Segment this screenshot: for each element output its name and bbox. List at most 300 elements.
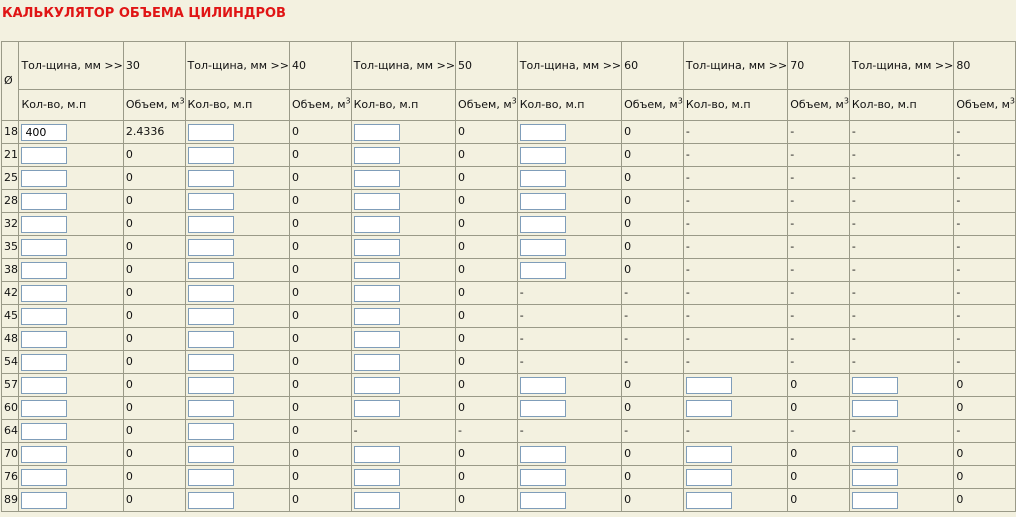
qty-cell — [351, 489, 455, 512]
qty-input[interactable] — [354, 469, 400, 486]
volume-cell: 0 — [123, 167, 185, 190]
diameter-cell: 28 — [2, 190, 19, 213]
qty-column-header: Кол-во, м.п — [185, 90, 289, 121]
qty-input[interactable] — [520, 469, 566, 486]
volume-cell: 0 — [123, 259, 185, 282]
qty-cell: - — [849, 259, 953, 282]
table-row — [2, 420, 1016, 443]
qty-input[interactable] — [188, 400, 234, 417]
qty-cell — [849, 397, 953, 420]
qty-cell: - — [683, 420, 787, 443]
volume-cell: 0 — [622, 167, 684, 190]
qty-input[interactable] — [188, 170, 234, 187]
qty-cell — [19, 328, 123, 351]
qty-input[interactable] — [21, 354, 67, 371]
volume-cell: - — [954, 213, 1016, 236]
qty-cell — [185, 443, 289, 466]
volume-cell: 0 — [289, 213, 351, 236]
diameter-cell: 38 — [2, 259, 19, 282]
volume-column-header: Объем, $м^3$ — [123, 90, 185, 121]
volume-cell: 0 — [289, 305, 351, 328]
qty-cell: - — [517, 351, 621, 374]
qty-input[interactable] — [520, 377, 566, 394]
table-row — [2, 489, 1016, 512]
qty-cell — [19, 374, 123, 397]
qty-cell: - — [849, 351, 953, 374]
qty-input[interactable] — [21, 262, 67, 279]
qty-cell: - — [849, 236, 953, 259]
qty-cell — [19, 121, 123, 144]
volume-cell: 0 — [622, 466, 684, 489]
qty-cell — [185, 282, 289, 305]
qty-input[interactable] — [21, 446, 67, 463]
qty-input[interactable] — [188, 193, 234, 210]
qty-input[interactable] — [188, 354, 234, 371]
volume-cell: 2.4336 — [123, 121, 185, 144]
qty-cell: - — [849, 190, 953, 213]
volume-cell: - — [622, 305, 684, 328]
diameter-cell: 21 — [2, 144, 19, 167]
qty-input[interactable] — [354, 354, 400, 371]
volume-cell: - — [954, 305, 1016, 328]
thickness-label: Тол-щина, мм >> — [185, 42, 289, 90]
qty-input[interactable] — [21, 239, 67, 256]
qty-cell: - — [849, 328, 953, 351]
volume-cell: - — [622, 420, 684, 443]
qty-cell: - — [683, 305, 787, 328]
qty-input[interactable] — [188, 469, 234, 486]
volume-cell: 0 — [289, 351, 351, 374]
qty-column-header: Кол-во, м.п — [19, 90, 123, 121]
volume-cell: - — [954, 351, 1016, 374]
volume-cell: 0 — [788, 466, 850, 489]
volume-cell: 0 — [289, 282, 351, 305]
thickness-label: Тол-щина, мм >> — [849, 42, 953, 90]
qty-input[interactable] — [686, 377, 732, 394]
qty-cell — [849, 489, 953, 512]
volume-column-header: Объем, $м^3$ — [788, 90, 850, 121]
volume-cell: - — [788, 305, 850, 328]
qty-cell: - — [517, 282, 621, 305]
volume-cell: 0 — [622, 259, 684, 282]
qty-cell: - — [849, 420, 953, 443]
qty-input[interactable] — [520, 216, 566, 233]
qty-input[interactable] — [21, 469, 67, 486]
volume-cell: 0 — [954, 489, 1016, 512]
thickness-value-80: 80 — [954, 42, 1016, 90]
qty-input[interactable] — [520, 400, 566, 417]
qty-input[interactable] — [21, 492, 67, 509]
volume-cell: 0 — [788, 397, 850, 420]
volume-cell: 0 — [123, 397, 185, 420]
volume-cell: 0 — [456, 144, 518, 167]
qty-cell — [185, 259, 289, 282]
qty-input[interactable] — [520, 193, 566, 210]
qty-input[interactable] — [852, 400, 898, 417]
volume-cell: - — [788, 121, 850, 144]
qty-input[interactable] — [354, 331, 400, 348]
qty-column-header: Кол-во, м.п — [849, 90, 953, 121]
qty-cell: - — [683, 351, 787, 374]
volume-cell: 0 — [622, 374, 684, 397]
qty-cell: - — [849, 282, 953, 305]
qty-input[interactable] — [188, 446, 234, 463]
qty-cell — [19, 420, 123, 443]
qty-cell — [351, 328, 455, 351]
qty-input[interactable] — [188, 216, 234, 233]
volume-cell: 0 — [123, 190, 185, 213]
volume-cell: - — [788, 190, 850, 213]
diameter-cell: 35 — [2, 236, 19, 259]
qty-cell — [185, 351, 289, 374]
diameter-cell: 42 — [2, 282, 19, 305]
qty-cell — [683, 374, 787, 397]
qty-input[interactable] — [188, 377, 234, 394]
thickness-value-40: 40 — [289, 42, 351, 90]
qty-cell: - — [517, 328, 621, 351]
qty-cell — [19, 282, 123, 305]
volume-cell: 0 — [289, 489, 351, 512]
qty-input[interactable] — [188, 239, 234, 256]
qty-cell — [19, 305, 123, 328]
volume-cell: 0 — [289, 397, 351, 420]
volume-cell: 0 — [456, 351, 518, 374]
volume-cell: 0 — [456, 443, 518, 466]
thickness-label: Тол-щина, мм >> — [351, 42, 455, 90]
qty-cell: - — [683, 213, 787, 236]
qty-cell — [517, 236, 621, 259]
volume-cell: 0 — [788, 443, 850, 466]
volume-cell: 0 — [622, 236, 684, 259]
diameter-cell: 32 — [2, 213, 19, 236]
table-row — [2, 466, 1016, 489]
qty-input[interactable] — [520, 446, 566, 463]
volume-cell: - — [788, 351, 850, 374]
qty-cell — [351, 121, 455, 144]
qty-input[interactable] — [520, 147, 566, 164]
qty-input[interactable] — [354, 262, 400, 279]
volume-cell: - — [954, 144, 1016, 167]
thickness-value-60: 60 — [622, 42, 684, 90]
qty-cell — [185, 167, 289, 190]
qty-input[interactable] — [852, 492, 898, 509]
qty-cell — [19, 397, 123, 420]
qty-input[interactable] — [520, 239, 566, 256]
diameter-cell: 54 — [2, 351, 19, 374]
qty-cell — [351, 167, 455, 190]
qty-input[interactable] — [354, 492, 400, 509]
qty-cell — [185, 190, 289, 213]
qty-cell — [351, 374, 455, 397]
qty-column-header: Кол-во, м.п — [351, 90, 455, 121]
qty-input[interactable] — [21, 308, 67, 325]
qty-input[interactable] — [520, 124, 566, 141]
table-row — [2, 328, 1016, 351]
volume-column-header: Объем, $м^3$ — [289, 90, 351, 121]
volume-cell: 0 — [456, 213, 518, 236]
volume-cell: 0 — [289, 121, 351, 144]
header-row-columns — [2, 90, 1016, 121]
qty-input[interactable] — [21, 193, 67, 210]
qty-input[interactable] — [354, 446, 400, 463]
volume-cell: 0 — [289, 466, 351, 489]
volume-cell: - — [954, 167, 1016, 190]
volume-cell: 0 — [123, 374, 185, 397]
qty-input[interactable] — [21, 331, 67, 348]
qty-cell: - — [849, 213, 953, 236]
qty-input[interactable] — [21, 285, 67, 302]
qty-input[interactable] — [354, 239, 400, 256]
qty-input[interactable] — [354, 124, 400, 141]
qty-cell — [351, 466, 455, 489]
qty-cell — [517, 397, 621, 420]
volume-cell: 0 — [456, 489, 518, 512]
qty-input[interactable] — [686, 492, 732, 509]
qty-cell — [185, 328, 289, 351]
qty-input[interactable] — [21, 423, 67, 440]
qty-input[interactable] — [21, 216, 67, 233]
qty-cell — [185, 121, 289, 144]
volume-cell: 0 — [123, 305, 185, 328]
volume-column-header: Объем, $м^3$ — [456, 90, 518, 121]
thickness-label: Тол-щина, мм >> — [683, 42, 787, 90]
qty-input[interactable] — [188, 147, 234, 164]
volume-cell: 0 — [123, 236, 185, 259]
volume-cell: - — [788, 420, 850, 443]
qty-cell — [351, 259, 455, 282]
qty-cell — [185, 213, 289, 236]
qty-input[interactable] — [354, 170, 400, 187]
volume-cell: 0 — [123, 213, 185, 236]
qty-cell: - — [683, 236, 787, 259]
qty-cell — [19, 351, 123, 374]
diameter-cell: 18 — [2, 121, 19, 144]
qty-cell — [517, 489, 621, 512]
qty-input[interactable] — [188, 492, 234, 509]
volume-cell: 0 — [289, 374, 351, 397]
volume-cell: 0 — [289, 443, 351, 466]
qty-cell — [185, 305, 289, 328]
qty-input[interactable] — [852, 469, 898, 486]
qty-cell — [351, 236, 455, 259]
qty-input[interactable] — [354, 308, 400, 325]
qty-cell — [351, 282, 455, 305]
volume-cell: 0 — [456, 374, 518, 397]
table-row — [2, 305, 1016, 328]
diameter-cell: 64 — [2, 420, 19, 443]
qty-cell — [19, 213, 123, 236]
qty-cell: - — [517, 305, 621, 328]
volume-cell: - — [622, 351, 684, 374]
qty-cell: - — [683, 190, 787, 213]
thickness-value-50: 50 — [456, 42, 518, 90]
table-row — [2, 144, 1016, 167]
qty-cell: - — [683, 259, 787, 282]
qty-cell — [19, 190, 123, 213]
qty-input[interactable] — [354, 377, 400, 394]
qty-input[interactable] — [354, 193, 400, 210]
volume-cell: 0 — [456, 466, 518, 489]
volume-cell: 0 — [123, 144, 185, 167]
volume-cell: 0 — [123, 420, 185, 443]
volume-cell: 0 — [954, 443, 1016, 466]
page-title: КАЛЬКУЛЯТОР ОБЪЕМА ЦИЛИНДРОВ — [2, 6, 286, 21]
qty-cell — [351, 397, 455, 420]
diameter-cell: 70 — [2, 443, 19, 466]
qty-input[interactable] — [188, 331, 234, 348]
table-row — [2, 282, 1016, 305]
qty-input[interactable] — [188, 262, 234, 279]
volume-cell: 0 — [954, 466, 1016, 489]
volume-cell: 0 — [456, 190, 518, 213]
qty-input[interactable] — [21, 377, 67, 394]
qty-input[interactable] — [520, 170, 566, 187]
table-row — [2, 374, 1016, 397]
diameter-cell: 89 — [2, 489, 19, 512]
qty-input[interactable] — [188, 285, 234, 302]
qty-cell: - — [849, 167, 953, 190]
diameter-cell: 45 — [2, 305, 19, 328]
volume-cell: 0 — [123, 351, 185, 374]
qty-cell — [19, 259, 123, 282]
qty-cell — [185, 420, 289, 443]
qty-cell: - — [351, 420, 455, 443]
diameter-cell: 76 — [2, 466, 19, 489]
qty-input[interactable] — [354, 216, 400, 233]
qty-cell — [19, 236, 123, 259]
qty-input[interactable] — [686, 469, 732, 486]
qty-input[interactable] — [520, 492, 566, 509]
qty-cell — [683, 466, 787, 489]
qty-input[interactable] — [21, 147, 67, 164]
qty-cell — [683, 397, 787, 420]
volume-cell: - — [954, 282, 1016, 305]
volume-cell: 0 — [456, 121, 518, 144]
qty-input[interactable] — [354, 285, 400, 302]
qty-cell — [351, 351, 455, 374]
volume-cell: - — [954, 121, 1016, 144]
qty-cell — [19, 167, 123, 190]
qty-cell — [351, 443, 455, 466]
qty-input[interactable] — [852, 377, 898, 394]
volume-cell: 0 — [123, 282, 185, 305]
qty-input[interactable] — [188, 308, 234, 325]
qty-cell — [517, 213, 621, 236]
qty-input[interactable] — [686, 400, 732, 417]
volume-cell: 0 — [456, 259, 518, 282]
qty-cell: - — [849, 121, 953, 144]
qty-cell — [19, 443, 123, 466]
volume-cell: 0 — [123, 328, 185, 351]
qty-input[interactable] — [686, 446, 732, 463]
volume-cell: 0 — [622, 213, 684, 236]
volume-cell: 0 — [289, 144, 351, 167]
qty-input[interactable] — [188, 423, 234, 440]
qty-cell — [185, 466, 289, 489]
volume-cell: - — [954, 236, 1016, 259]
volume-cell: - — [954, 190, 1016, 213]
volume-cell: 0 — [456, 167, 518, 190]
qty-cell — [517, 167, 621, 190]
volume-cell: - — [788, 259, 850, 282]
qty-cell: - — [683, 167, 787, 190]
qty-cell: - — [849, 144, 953, 167]
thickness-value-70: 70 — [788, 42, 850, 90]
volume-cell: 0 — [123, 489, 185, 512]
volume-cell: 0 — [289, 259, 351, 282]
table-row — [2, 167, 1016, 190]
qty-cell — [351, 144, 455, 167]
volume-cell: 0 — [289, 328, 351, 351]
volume-cell: - — [788, 213, 850, 236]
qty-input[interactable] — [354, 147, 400, 164]
thickness-value-30: 30 — [123, 42, 185, 90]
thickness-label: Тол-щина, мм >> — [517, 42, 621, 90]
volume-cell: 0 — [456, 282, 518, 305]
volume-cell: - — [954, 328, 1016, 351]
qty-cell — [517, 121, 621, 144]
volume-cell: 0 — [123, 466, 185, 489]
qty-input[interactable] — [852, 446, 898, 463]
diameter-cell: 48 — [2, 328, 19, 351]
volume-cell: 0 — [622, 489, 684, 512]
qty-cell — [185, 374, 289, 397]
volume-cell: - — [954, 259, 1016, 282]
qty-cell — [351, 213, 455, 236]
qty-column-header: Кол-во, м.п — [683, 90, 787, 121]
qty-cell — [517, 144, 621, 167]
qty-cell: - — [683, 328, 787, 351]
qty-input[interactable] — [188, 124, 234, 141]
table-row — [2, 397, 1016, 420]
qty-input[interactable] — [354, 400, 400, 417]
qty-cell — [19, 466, 123, 489]
volume-cell: 0 — [954, 397, 1016, 420]
table-row — [2, 121, 1016, 144]
table-row — [2, 259, 1016, 282]
qty-cell — [849, 466, 953, 489]
qty-cell — [683, 489, 787, 512]
qty-input[interactable] — [520, 262, 566, 279]
volume-cell: 0 — [289, 190, 351, 213]
table-row — [2, 236, 1016, 259]
volume-cell: - — [788, 236, 850, 259]
volume-cell: 0 — [788, 374, 850, 397]
volume-cell: 0 — [622, 190, 684, 213]
volume-cell: 0 — [123, 443, 185, 466]
table-row — [2, 351, 1016, 374]
qty-cell — [517, 443, 621, 466]
qty-cell — [849, 443, 953, 466]
volume-cell: 0 — [289, 167, 351, 190]
diameter-cell: 25 — [2, 167, 19, 190]
qty-cell: - — [849, 305, 953, 328]
qty-input[interactable] — [21, 400, 67, 417]
table-row — [2, 443, 1016, 466]
volume-cell: - — [788, 144, 850, 167]
volume-cell: - — [622, 282, 684, 305]
volume-cell: - — [622, 328, 684, 351]
qty-input[interactable] — [21, 170, 67, 187]
cylinder-volume-table — [1, 41, 1016, 512]
qty-cell: - — [683, 121, 787, 144]
thickness-label: Тол-щина, мм >> — [19, 42, 123, 90]
volume-cell: 0 — [788, 489, 850, 512]
volume-column-header: Объем, $м^3$ — [622, 90, 684, 121]
qty-input[interactable] — [21, 124, 67, 141]
volume-cell: - — [954, 420, 1016, 443]
qty-cell — [517, 466, 621, 489]
